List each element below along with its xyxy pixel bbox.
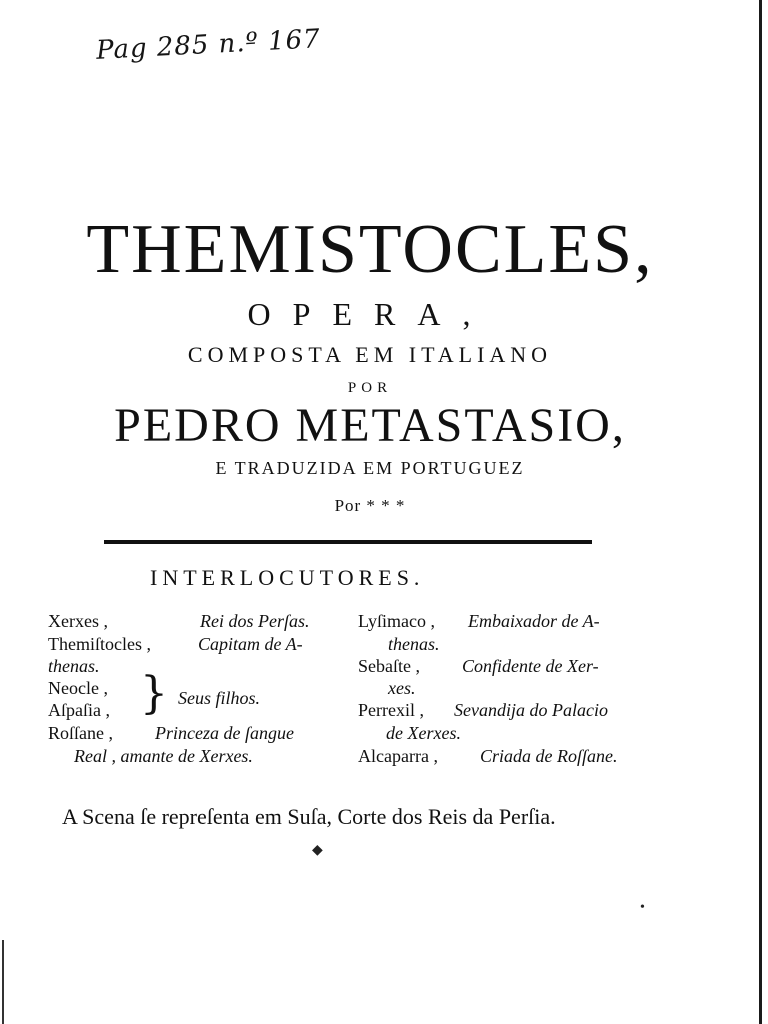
ink-speck-mark: • (640, 900, 645, 915)
scene-note: A Scena ſe repreſenta em Suſa, Corte dos Reis da Perſia. (62, 804, 556, 829)
cast-role: Confidente de Xer- (462, 656, 599, 676)
subtitle: OPERA, (247, 296, 493, 332)
translator-line: Por * * * (334, 496, 406, 515)
cast-name: Aſpaſia , (48, 700, 110, 720)
cast-name: Alcaparra , (358, 746, 438, 766)
cast-role: Seus filhos. (178, 688, 261, 708)
cast-name: Themiſtocles , (48, 634, 151, 654)
cast-name: Neocle , (48, 678, 108, 698)
page-edge-shadow (759, 0, 762, 1024)
ink-speck-mark: ◆ (312, 843, 323, 858)
cast-name: Sebaſte , (358, 656, 420, 676)
cast-role: de Xerxes. (386, 723, 461, 743)
cast-role: Princeza de ſangue (155, 723, 294, 743)
interlocutores-heading: INTERLOCUTORES. (150, 565, 425, 590)
divider-rule (104, 540, 592, 544)
cast-role: thenas. (388, 634, 440, 654)
composta-line: COMPOSTA EM ITALIANO (187, 342, 553, 367)
por-line: POR (347, 380, 393, 396)
cast-role: Criada de Roſſane. (480, 746, 618, 766)
handwritten-note: Pag 285 n.º 167 (95, 24, 322, 66)
cast-role: Embaixador de A- (468, 611, 600, 631)
cast-role: Real , amante de Xerxes. (74, 746, 253, 766)
cast-role: Sevandija do Palacio (454, 700, 608, 720)
translation-line: E TRADUZIDA EM PORTUGUEZ (215, 458, 525, 478)
cast-name: Xerxes , (48, 611, 108, 631)
cast-role: thenas. (48, 656, 100, 676)
brace-glyph: } (140, 668, 168, 719)
title: THEMISTOCLES, (86, 211, 654, 288)
cast-name: Roſſane , (48, 723, 113, 743)
author: PEDRO METASTASIO, (114, 399, 626, 452)
cast-name: Lyſimaco , (358, 611, 435, 631)
cast-role: Capitam de A- (198, 634, 303, 654)
cast-name: Perrexil , (358, 700, 424, 720)
cast-role: Rei dos Perſas. (200, 611, 310, 631)
cast-role: xes. (388, 678, 416, 698)
page-edge-mark (2, 940, 4, 1024)
